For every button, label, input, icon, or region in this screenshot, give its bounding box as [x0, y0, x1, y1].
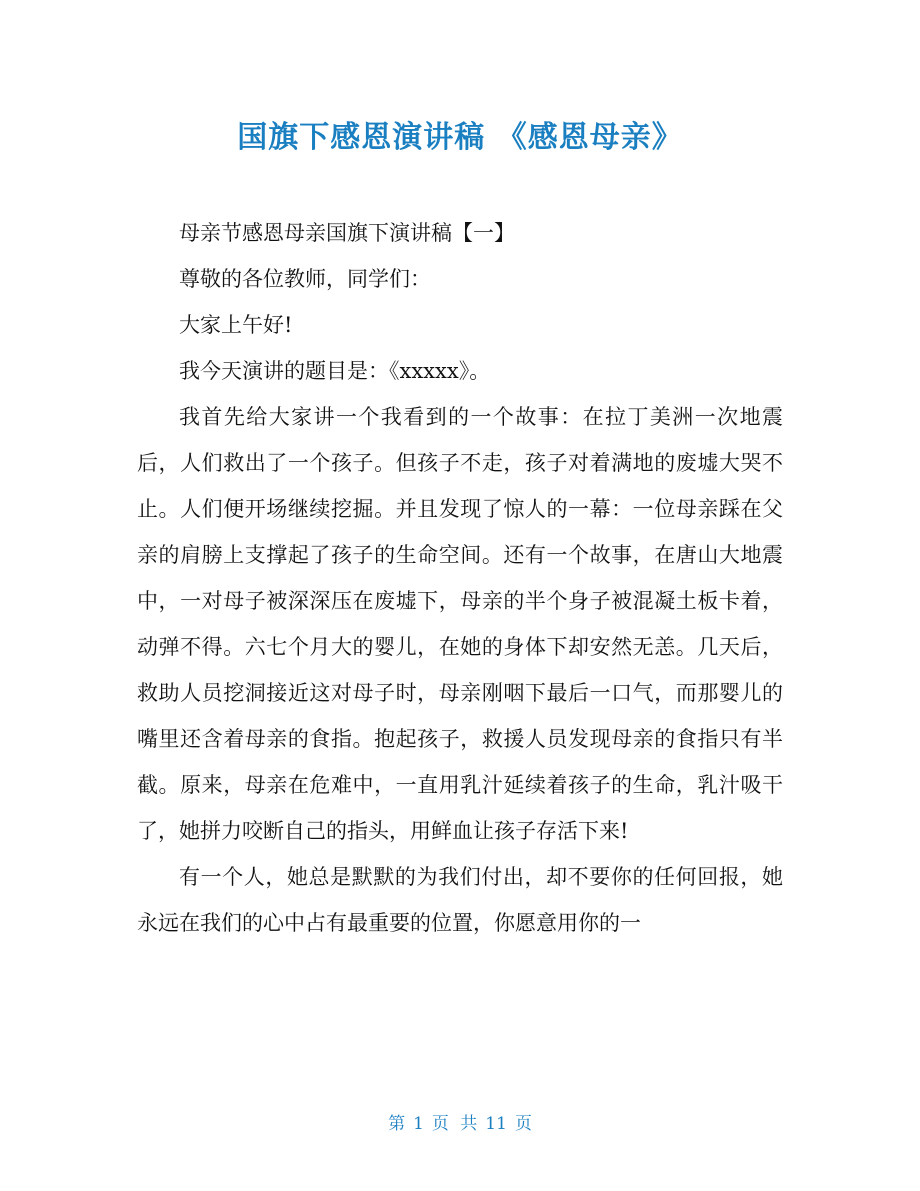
document-body [137, 210, 783, 946]
paragraph-greeting: 大家上午好! [179, 313, 293, 337]
footer-suffix: 页 [514, 1114, 532, 1134]
footer-total-pages: 11 [485, 1114, 507, 1134]
footer-middle: 页 共 [431, 1114, 478, 1134]
document-title: 国旗下感恩演讲稿 《感恩母亲》 [237, 120, 683, 155]
footer-current-page: 1 [413, 1114, 424, 1134]
page-footer [0, 1112, 920, 1136]
paragraph-mother: 有一个人，她总是默默的为我们付出，却不要你的任何回报，她永远在我们的心中占有最重要的位置，你愿意用你的一 [137, 865, 783, 935]
paragraph-story: 我首先给大家讲一个我看到的一个故事：在拉丁美洲一次地震后，人们救出了一个孩子。但孩子不走，孩子对着满地的废墟大哭不止。人们便开场继续挖掘。并且发现了惊人的一幕：一位母亲踩在父亲的肩膀上支撑起了孩子的生命空间。还有一个故事，在唐山大地震中，一对母子被深深压在废墟下，母亲的半个身子被混凝土板卡着，动弹不得。六七个月大的婴儿，在她的身体下却安然无恙。几天后，救助人员挖洞接近这对母子时，母亲刚咽下最后一口气，而那婴儿的嘴里还含着母亲的食指。抱起孩子，救援人员发现母亲的食指只有半截。原来，母亲在危难中，一直用乳汁延续着孩子的生命，乳汁吸干了，她拼力咬断自己的指头，用鲜血让孩子存活下来! [137, 405, 783, 843]
footer-prefix: 第 [388, 1114, 406, 1134]
paragraph-heading: 母亲节感恩母亲国旗下演讲稿【一】 [179, 221, 515, 245]
paragraph-topic: 我今天演讲的题目是：《xxxxx》。 [179, 359, 491, 383]
paragraph-salutation: 尊敬的各位教师，同学们： [179, 267, 431, 291]
